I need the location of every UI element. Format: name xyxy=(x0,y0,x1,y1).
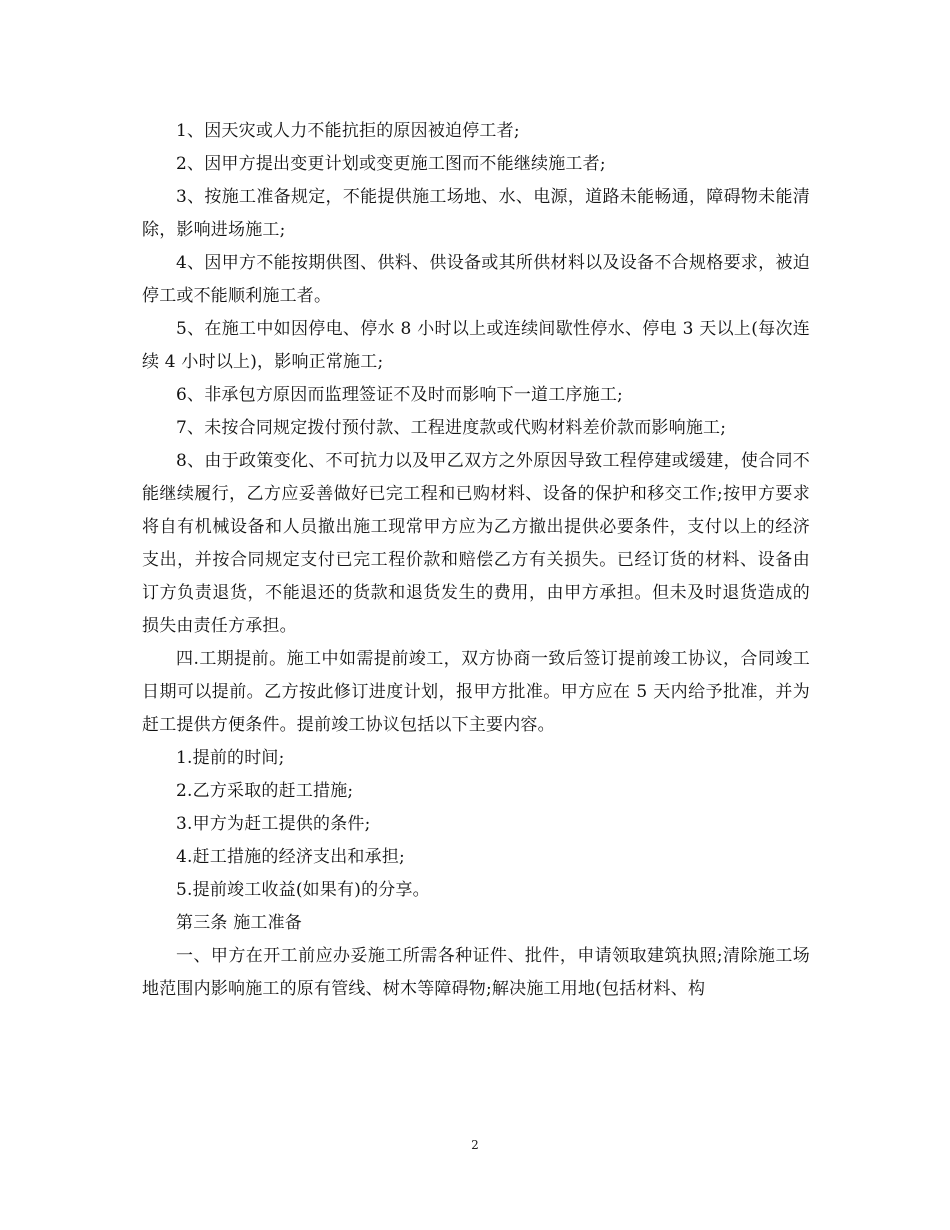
list-item-advance-time: 1.提前的时间; xyxy=(176,748,285,768)
paragraph-item-4: 4、因甲方不能按期供图、供料、供设备或其所供材料以及设备不合规格要求，被迫停工或不能顺利施工者。 xyxy=(142,253,810,306)
page-number: 2 xyxy=(471,1138,479,1152)
list-item-costs: 4.赶工措施的经济支出和承担; xyxy=(176,847,405,867)
paragraph-item-2: 2、因甲方提出变更计划或变更施工图而不能继续施工者; xyxy=(176,154,606,174)
list-item-conditions: 3.甲方为赶工提供的条件; xyxy=(176,814,371,834)
paragraph-item-7: 7、未按合同规定拨付预付款、工程进度款或代购材料差价款而影响施工; xyxy=(176,418,727,438)
paragraph-item-5: 5、在施工中如因停电、停水 8 小时以上或连续间歇性停水、停电 3 天以上(每次连续 4 小时以上)，影响正常施工; xyxy=(142,319,810,372)
paragraph-item-3: 3、按施工准备规定，不能提供施工场地、水、电源，道路未能畅通，障碍物未能清除，影响进场施工; xyxy=(142,187,810,240)
document-body xyxy=(142,115,810,1006)
article-heading: 第三条 施工准备 xyxy=(176,913,303,933)
paragraph-section-four: 四.工期提前。施工中如需提前竣工，双方协商一致后签订提前竣工协议，合同竣工日期可以提前。乙方按此修订进度计划，报甲方批准。甲方应在 5 天内给予批准，并为赶工提供方便条件。提前竣工协议包括以下主要内容。 xyxy=(142,649,810,735)
list-item-benefit-share: 5.提前竣工收益(如果有)的分享。 xyxy=(176,880,430,900)
paragraph-item-8: 8、由于政策变化、不可抗力以及甲乙双方之外原因导致工程停建或缓建，使合同不能继续履行，乙方应妥善做好已完工程和已购材料、设备的保护和移交工作;按甲方要求将自有机械设备和人员撤出施工现常甲方应为乙方撤出提供必要条件，支付以上的经济支出，并按合同规定支付已完工程价款和赔偿乙方有关损失。已经订货的材料、设备由订方负责退货，不能退还的货款和退货发生的费用，由甲方承担。但未及时退货造成的损失由责任方承担。 xyxy=(142,451,810,636)
paragraph-item-1: 1、因天灾或人力不能抗拒的原因被迫停工者; xyxy=(176,121,520,141)
paragraph-preparation: 一、甲方在开工前应办妥施工所需各种证件、批件，申请领取建筑执照;清除施工场地范围内影响施工的原有管线、树木等障碍物;解决施工用地(包括材料、构 xyxy=(142,946,810,999)
list-item-rush-measures: 2.乙方采取的赶工措施; xyxy=(176,781,354,801)
paragraph-item-6: 6、非承包方原因而监理签证不及时而影响下一道工序施工; xyxy=(176,385,623,405)
